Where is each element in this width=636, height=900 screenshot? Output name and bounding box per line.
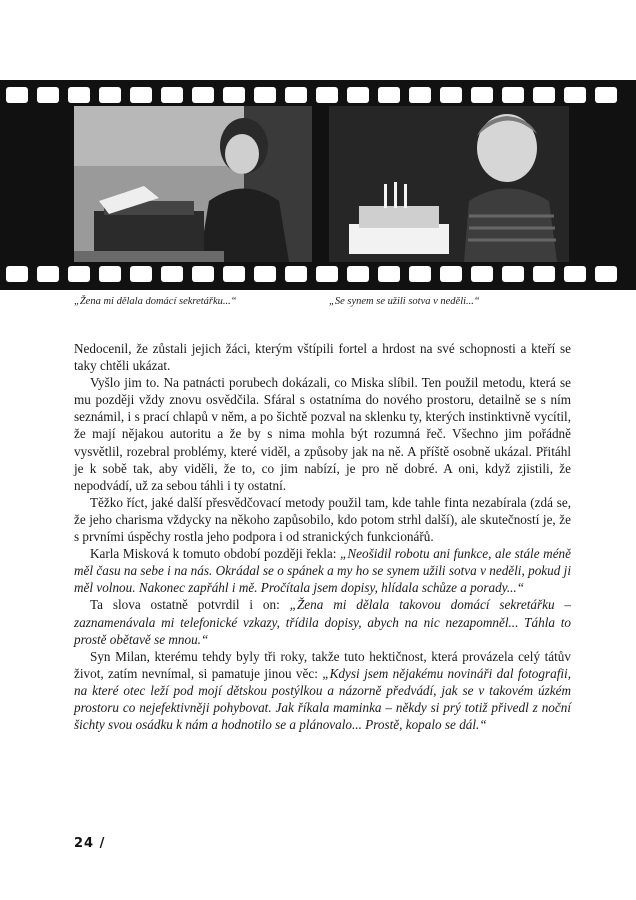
film-hole bbox=[316, 266, 338, 282]
film-hole bbox=[347, 266, 369, 282]
paragraph-text: Ta slova ostatně potvrdil i on: bbox=[90, 597, 290, 613]
film-hole bbox=[440, 87, 462, 103]
boy-birthday-cake-image bbox=[329, 106, 569, 262]
film-hole bbox=[99, 266, 121, 282]
film-hole bbox=[223, 87, 245, 103]
body-text bbox=[74, 340, 571, 733]
quote: „Žena mi dělala takovou domácí sekretářku – zaznamenávala mi telefonické vzkazy, třídila dopisy, abych na nic nezapomněl... Táhla to prostě obětavě se mnou.“ bbox=[74, 597, 571, 647]
film-hole bbox=[192, 87, 214, 103]
film-hole bbox=[37, 87, 59, 103]
quote: „Kdysi jsem nějakému novináři dal fotografii, na které otec leží pod mojí dětskou postýlkou a názorně předvádí, jak se v takovém úzkém prostoru co nejefektivněji pohybovat. Jak říkala maminka – někdy si prý totiž přivedl z noční šichty svou osádku k nám a hodnotilo se a plánovalo... Prostě, kopalo se dál.“ bbox=[74, 665, 572, 733]
film-hole bbox=[99, 87, 121, 103]
paragraph-text: Těžko říct, jaké další přesvědčovací metody použil tam, kde tahle finta nezabírala (zdá se, že jeho charisma vždycky na někoho zapůsobilo, kdo potom strhl další), ale skutečností je, že s prvními úspěchy rostla jeho podpora i od stranických funkcionářů. bbox=[74, 494, 571, 545]
paragraph bbox=[74, 374, 571, 494]
film-hole bbox=[533, 87, 555, 103]
paragraph-text: Nedocenil, že zůstali jejich žáci, kterým vštípili fortel a hrdost na své schopnosti a kteří se taky chtěli ukázat. bbox=[74, 341, 571, 374]
film-hole bbox=[564, 87, 586, 103]
film-hole bbox=[502, 87, 524, 103]
quote: „Neošidil robotu ani funkce, ale stále méně měl času na sebe i na nás. Okrádal se o spánek a my ho se synem užili sotva v neděli, pokud ji měl volnou. Nakonec zapřáhl i mě. Pročítala jsem dopisy, hlídala schůze a porady...“ bbox=[74, 546, 571, 596]
paragraph-text: Karla Misková k tomuto období později řekla: bbox=[90, 546, 341, 562]
photo-boy-birthday-cake bbox=[329, 106, 569, 262]
caption-right: „Se synem se užili sotva v neděli...“ bbox=[329, 296, 480, 307]
film-hole bbox=[347, 87, 369, 103]
film-hole bbox=[409, 87, 431, 103]
film-strip bbox=[0, 80, 636, 290]
film-hole bbox=[502, 266, 524, 282]
film-perforation-top bbox=[0, 87, 636, 107]
paragraph bbox=[74, 494, 571, 545]
film-hole bbox=[68, 266, 90, 282]
caption-left: „Žena mi dělala domácí sekretářku...“ bbox=[74, 296, 237, 307]
film-hole bbox=[6, 266, 28, 282]
film-hole bbox=[440, 266, 462, 282]
film-hole bbox=[285, 266, 307, 282]
paragraph bbox=[74, 340, 571, 374]
page-number: 24 / bbox=[74, 836, 106, 851]
film-hole bbox=[130, 266, 152, 282]
film-hole bbox=[378, 266, 400, 282]
film-hole bbox=[161, 87, 183, 103]
paragraph-text: Vyšlo jim to. Na patnácti porubech dokázali, co Miska slíbil. Ten použil metodu, která se mu později vždy znovu osvědčila. Sfáral s ostatníma do nového prostoru, detailně se s ním seznámil, i s prací chlapů v něm, a po šichtě pozval na sklenku ty, kterých instinktivně vycítil, že mají nějakou autoritu a že by s nima mohla být rozumná řeč. Všechno jim pořádně vysvětlil, rozebral problémy, které viděl, a způsoby jak na ně. A příště osobně ukázal. Přitáhl je k sobě tak, aby viděli, že to, co jim nabízí, je pro ně dobré. A oni, když zjistili, že nepodvádí, už za sebou táhli i ty ostatní. bbox=[74, 375, 571, 493]
film-perforation-bottom bbox=[0, 266, 636, 286]
paragraph-text: Syn Milan, kterému tehdy byly tři roky, takže tuto hektičnost, která provázela celý tátův život, zatím nevnímal, si pamatuje jinou věc: bbox=[74, 648, 571, 681]
film-hole bbox=[316, 87, 338, 103]
photo-woman-typewriter bbox=[74, 106, 312, 262]
film-hole bbox=[409, 266, 431, 282]
woman-typewriter-image bbox=[74, 106, 312, 262]
film-hole bbox=[37, 266, 59, 282]
film-hole bbox=[6, 87, 28, 103]
film-hole bbox=[595, 87, 617, 103]
film-hole bbox=[471, 266, 493, 282]
film-hole bbox=[192, 266, 214, 282]
film-hole bbox=[595, 266, 617, 282]
film-hole bbox=[378, 87, 400, 103]
film-hole bbox=[285, 87, 307, 103]
film-hole bbox=[564, 266, 586, 282]
film-hole bbox=[130, 87, 152, 103]
paragraph bbox=[74, 596, 571, 647]
film-hole bbox=[223, 266, 245, 282]
paragraph bbox=[74, 648, 571, 733]
film-hole bbox=[254, 266, 276, 282]
film-hole bbox=[161, 266, 183, 282]
film-hole bbox=[68, 87, 90, 103]
film-hole bbox=[254, 87, 276, 103]
film-hole bbox=[533, 266, 555, 282]
paragraph bbox=[74, 545, 571, 596]
film-hole bbox=[471, 87, 493, 103]
